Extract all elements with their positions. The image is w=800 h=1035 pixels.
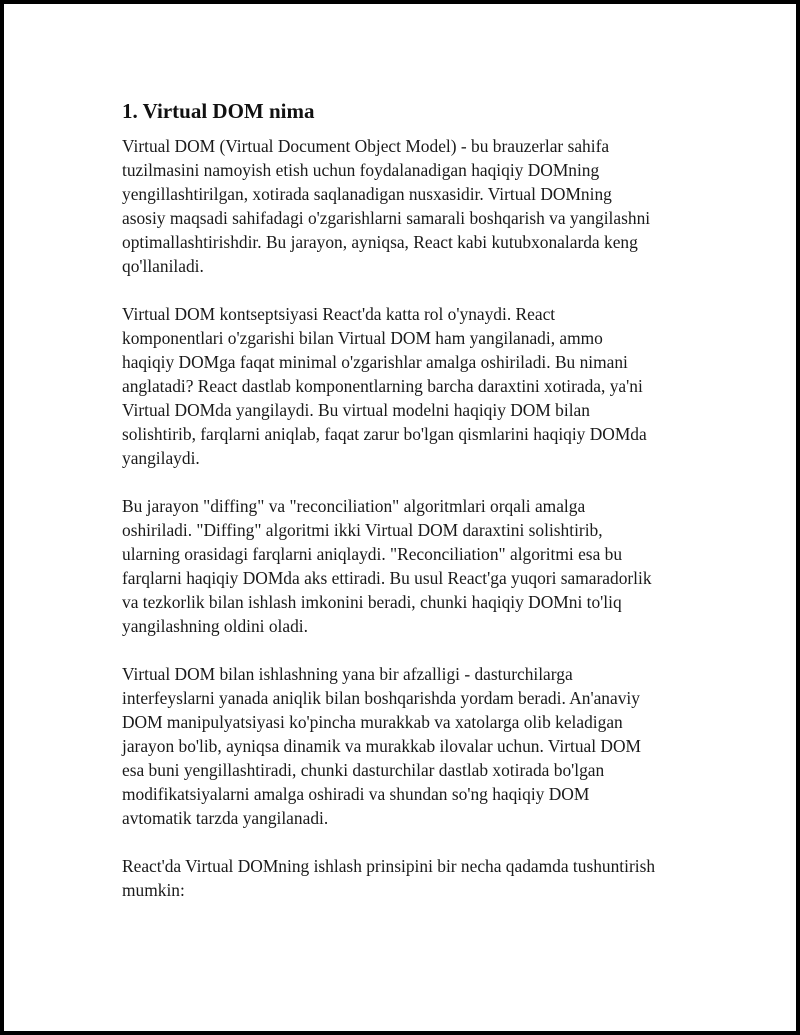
- text-line: solishtirib, farqlarni aniqlab, faqat zarur bo'lgan qismlarini haqiqiy DOMda: [122, 424, 647, 444]
- text-line: anglatadi? React dastlab komponentlarning barcha daraxtini xotirada, ya'ni: [122, 376, 643, 396]
- text-line: mumkin:: [122, 880, 185, 900]
- text-line: modifikatsiyalarni amalga oshiradi va shundan so'ng haqiqiy DOM: [122, 784, 590, 804]
- section-heading: 1. Virtual DOM nima: [122, 99, 315, 123]
- text-line: tuzilmasini namoyish etish uchun foydalanadigan haqiqiy DOMning: [122, 160, 600, 180]
- paragraph-2: [122, 302, 692, 470]
- text-line: Virtual DOMda yangilaydi. Bu virtual modelni haqiqiy DOM bilan: [122, 400, 590, 420]
- text-line: va tezkorlik bilan ishlash imkonini beradi, chunki haqiqiy DOMni to'liq: [122, 592, 622, 612]
- text-line: haqiqiy DOMga faqat minimal o'zgarishlar amalga oshiriladi. Bu nimani: [122, 352, 628, 372]
- text-line: Virtual DOM (Virtual Document Object Model) - bu brauzerlar sahifa: [122, 136, 610, 156]
- text-line: yangilashning oldini oladi.: [122, 616, 308, 636]
- text-line: Virtual DOM kontseptsiyasi React'da katta rol o'ynaydi. React: [122, 304, 556, 324]
- text-line: oshiriladi. "Diffing" algoritmi ikki Virtual DOM daraxtini solishtirib,: [122, 520, 603, 540]
- text-line: yangilaydi.: [122, 448, 200, 468]
- text-line: komponentlari o'zgarishi bilan Virtual DOM ham yangilanadi, ammo: [122, 328, 603, 348]
- paragraph-4: [122, 662, 692, 830]
- text-line: yengillashtirilgan, xotirada saqlanadigan nusxasidir. Virtual DOMning: [122, 184, 612, 204]
- text-line: ularning orasidagi farqlarni aniqlaydi. "Reconciliation" algoritmi esa bu: [122, 544, 623, 564]
- text-line: esa buni yengillashtiradi, chunki dasturchilar dastlab xotirada bo'lgan: [122, 760, 605, 780]
- text-line: Bu jarayon "diffing" va "reconciliation" algoritmlari orqali amalga: [122, 496, 586, 516]
- text-line: avtomatik tarzda yangilanadi.: [122, 808, 329, 828]
- document-content: [122, 98, 692, 926]
- paragraph-1: [122, 134, 692, 278]
- text-line: React'da Virtual DOMning ishlash prinsipini bir necha qadamda tushuntirish: [122, 856, 656, 876]
- text-line: jarayon bo'lib, ayniqsa dinamik va murakkab ilovalar uchun. Virtual DOM: [122, 736, 642, 756]
- text-line: farqlarni haqiqiy DOMda aks ettiradi. Bu usul React'ga yuqori samaradorlik: [122, 568, 652, 588]
- paragraph-3: [122, 494, 692, 638]
- text-line: Virtual DOM bilan ishlashning yana bir afzalligi - dasturchilarga: [122, 664, 573, 684]
- text-line: qo'llaniladi.: [122, 256, 204, 276]
- text-line: DOM manipulyatsiyasi ko'pincha murakkab va xatolarga olib keladigan: [122, 712, 623, 732]
- text-line: optimallashtirishdir. Bu jarayon, ayniqsa, React kabi kutubxonalarda keng: [122, 232, 638, 252]
- paragraph-5: [122, 854, 692, 902]
- text-line: interfeyslarni yanada aniqlik bilan boshqarishda yordam beradi. An'anaviy: [122, 688, 640, 708]
- text-line: asosiy maqsadi sahifadagi o'zgarishlarni samarali boshqarish va yangilashni: [122, 208, 651, 228]
